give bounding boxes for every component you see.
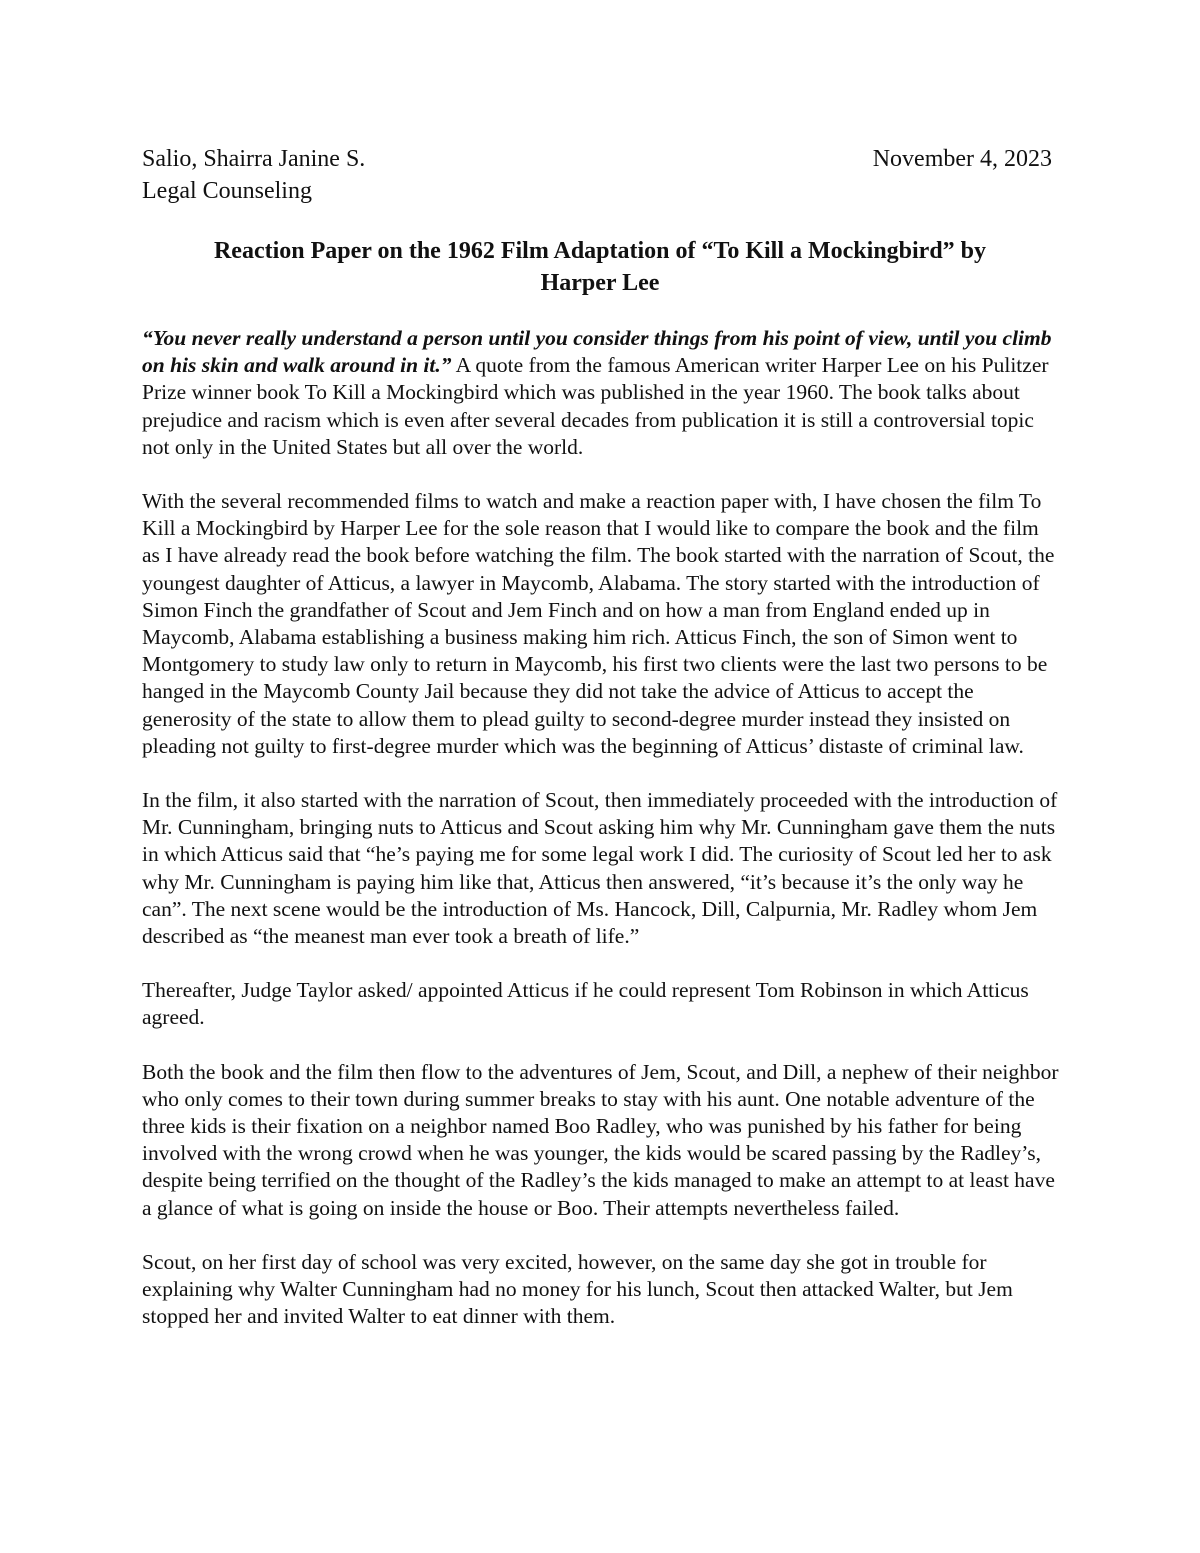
paragraph-4: Thereafter, Judge Taylor asked/ appointed Atticus if he could represent Tom Robinson in which Atticus agreed. (142, 978, 1029, 1030)
title-line-1: Reaction Paper on the 1962 Film Adaptation of “To Kill a Mockingbird” by (213, 238, 987, 264)
course-name: Legal Counseling (142, 178, 312, 204)
document-date: November 4, 2023 (872, 146, 1052, 172)
paragraph-1 (142, 325, 1062, 461)
author-name: Salio, Shairra Janine S. (142, 146, 366, 172)
paragraph-2: With the several recommended films to watch and make a reaction paper with, I have chosen the film To Kill a Mockingbird by Harper Lee for the sole reason that I would like to compare the book and the film as I have already read the book before watching the film. The book started with the narration of Scout, the youngest daughter of Atticus, a lawyer in Maycomb, Alabama. The story started with the introduction of Simon Finch the grandfather of Scout and Jem Finch and on how a man from England ended up in Maycomb, Alabama establishing a business making him rich. Atticus Finch, the son of Simon went to Montgomery to study law only to return in Maycomb, his first two clients were the last two persons to be hanged in the Maycomb County Jail because they did not take the advice of Atticus to accept the generosity of the state to allow them to plead guilty to second-degree murder instead they insisted on pleading not guilty to first-degree murder which was the beginning of Atticus’ distaste of criminal law. (142, 489, 1055, 758)
paragraph-5: Both the book and the film then flow to the adventures of Jem, Scout, and Dill, a nephew of their neighbor who only comes to their town during summer breaks to stay with his aunt. One notable adventure of the three kids is their fixation on a neighbor named Boo Radley, who was punished by his father for being involved with the wrong crowd when he was younger, the kids would be scared passing by the Radley’s, despite being terrified on the thought of the Radley’s the kids managed to make an attempt to at least have a glance of what is going on inside the house or Boo. Their attempts nevertheless failed. (142, 1059, 1059, 1220)
page-title (142, 235, 1058, 299)
opening-quote: “You never really understand a person until you consider things from his point of view, until you climb on his skin and walk around in it.” (142, 326, 1052, 378)
paragraph-3: In the film, it also started with the narration of Scout, then immediately proceeded with the introduction of Mr. Cunningham, bringing nuts to Atticus and Scout asking him why Mr. Cunningham gave them the nuts in which Atticus said that “he’s paying me for some legal work I did. The curiosity of Scout led her to ask why Mr. Cunningham is paying him like that, Atticus then answered, “it’s because it’s the only way he can”. The next scene would be the introduction of Ms. Hancock, Dill, Calpurnia, Mr. Radley whom Jem described as “the meanest man ever took a breath of life.” (142, 788, 1058, 949)
title-line-2: Harper Lee (540, 270, 660, 296)
paragraph-6: Scout, on her first day of school was very excited, however, on the same day she got in trouble for explaining why Walter Cunningham had no money for his lunch, Scout then attacked Walter, but Jem stopped her and invited Walter to eat dinner with them. (142, 1249, 1013, 1329)
body-text (142, 325, 1062, 1358)
author-block (142, 143, 365, 207)
paragraph-1-text: A quote from the famous American writer Harper Lee on his Pulitzer Prize winner book To Kill a Mockingbird which was published in the year 1960. The book talks about prejudice and racism which is even after several decades from publication it is still a controversial topic not only in the United States but all over the world. (142, 353, 1049, 459)
